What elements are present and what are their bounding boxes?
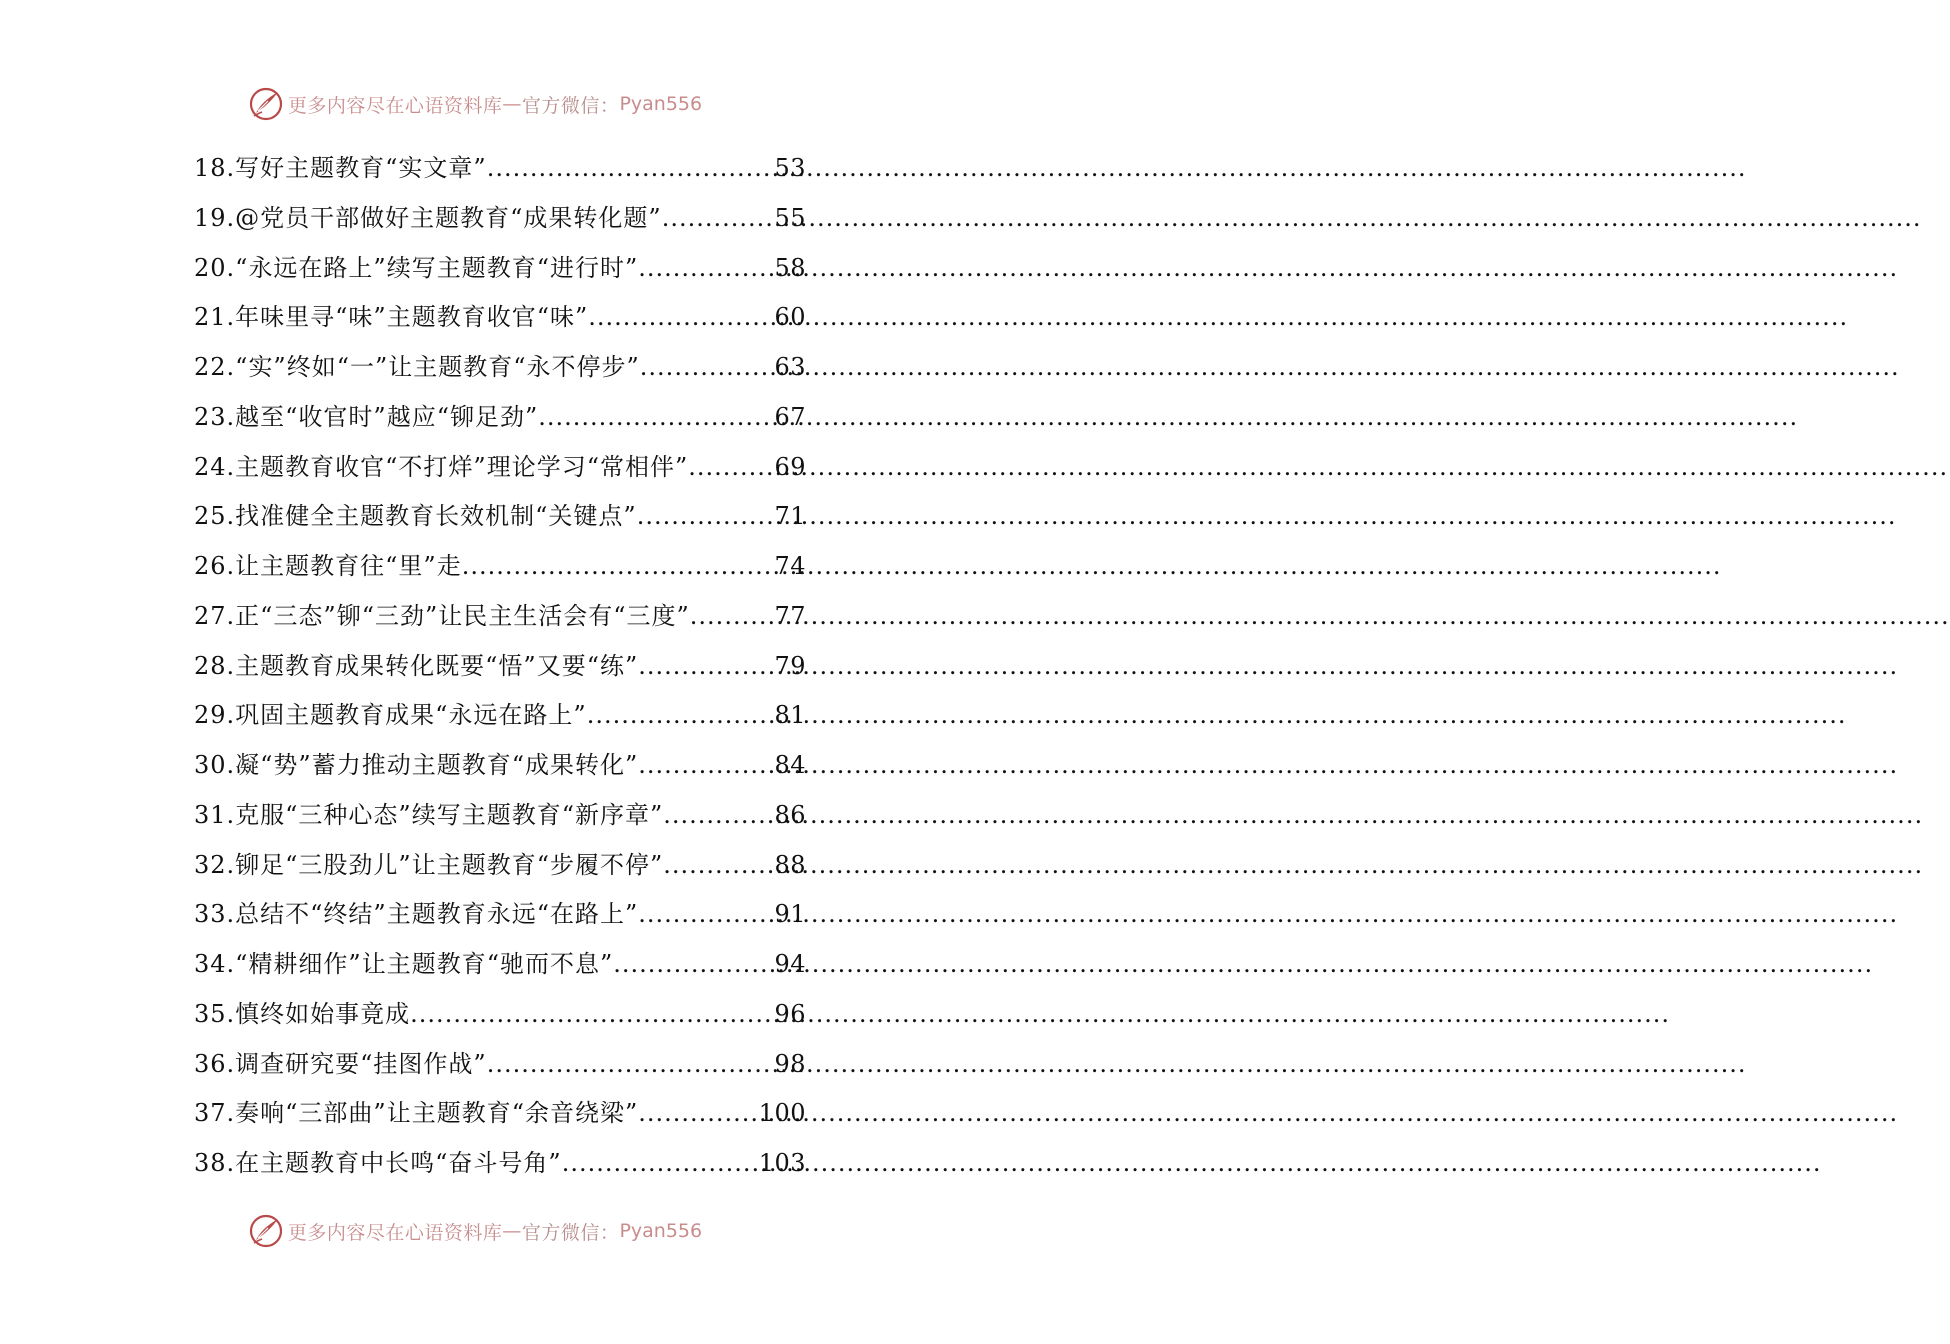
toc-entry-leader: [638, 244, 774, 294]
toc-entry[interactable]: [194, 1040, 806, 1090]
toc-entry[interactable]: [194, 293, 806, 343]
toc-entry[interactable]: [194, 990, 806, 1040]
toc-entry-page: 71: [774, 502, 806, 531]
toc-entry-page: 88: [774, 850, 806, 879]
banner-separator: —: [502, 1220, 522, 1242]
banner-separator: —: [502, 93, 522, 115]
toc-entry-leader: [662, 194, 775, 244]
toc-entry-page: 103: [758, 1149, 806, 1177]
toc-entry-title: 20.“永远在路上”续写主题教育“进行时”: [194, 253, 639, 282]
toc-entry-leader: [688, 443, 774, 493]
quill-logo-icon: [248, 86, 284, 122]
toc-entry-title: 38.在主题教育中长鸣“奋斗号角”: [194, 1149, 562, 1177]
toc-entry-page: 77: [774, 601, 806, 630]
quill-logo-icon: [248, 1213, 284, 1249]
toc-entry-page: 69: [774, 452, 806, 481]
toc-entry-title: 19.@党员干部做好主题教育“成果转化题”: [194, 203, 662, 232]
toc-entry-title: 35.慎终如始事竟成: [194, 999, 411, 1028]
toc-entry-title: 29.巩固主题教育成果“永远在路上”: [194, 701, 587, 730]
toc-entry[interactable]: [194, 542, 806, 592]
toc-entry-leader: [637, 492, 775, 542]
toc-entry-leader: [410, 990, 774, 1040]
toc-entry-leader: [638, 1089, 758, 1139]
toc-entry-page: 86: [774, 800, 806, 829]
toc-entry-title: 24.主题教育收官“不打烊”理论学习“常相伴”: [194, 452, 689, 481]
toc-entry-leader: [638, 741, 774, 791]
toc-entry[interactable]: [194, 393, 806, 443]
banner-text: 更多内容尽在心语资料库: [287, 94, 503, 117]
toc-entry[interactable]: [194, 343, 806, 393]
toc-entry-title: 18.写好主题教育“实文章”: [194, 154, 487, 182]
banner-wechat-id: Pyan556: [619, 93, 703, 115]
toc-entry-title: 33.总结不“终结”主题教育永远“在路上”: [194, 900, 639, 929]
toc-entry-page: 60: [774, 303, 806, 332]
toc-entry-page: 84: [774, 751, 806, 779]
toc-entry-leader: [663, 791, 774, 841]
toc-entry[interactable]: [194, 1139, 806, 1189]
banner-text: 更多内容尽在心语资料库: [287, 1221, 503, 1244]
toc-entry-title: 25.找准健全主题教育长效机制“关键点”: [194, 502, 637, 531]
toc-entry-leader: [538, 393, 774, 443]
toc-entry-leader: [663, 841, 774, 891]
toc-entry[interactable]: [194, 841, 806, 891]
toc-entry[interactable]: [194, 194, 806, 244]
toc-entry[interactable]: [194, 691, 806, 741]
toc-entry-page: 81: [774, 701, 806, 730]
toc-entry[interactable]: [194, 492, 806, 542]
banner-wechat-label: 官方微信：: [521, 94, 620, 117]
toc-entry[interactable]: [194, 1089, 806, 1139]
toc-entry-title: 32.铆足“三股劲儿”让主题教育“步履不停”: [194, 850, 664, 879]
toc-entry-page: 63: [774, 353, 806, 381]
toc-entry-leader: [487, 1040, 775, 1090]
toc-entry[interactable]: [194, 642, 806, 692]
toc-entry-page: 67: [774, 402, 806, 431]
toc-entry-leader: [587, 691, 775, 741]
toc-entry-page: 55: [774, 203, 806, 232]
toc-entry[interactable]: [194, 890, 806, 940]
toc-entry-leader: [562, 1139, 759, 1189]
toc-entry-page: 98: [774, 1049, 806, 1078]
toc-entry-leader: [462, 542, 775, 592]
toc-entry[interactable]: [194, 144, 806, 194]
toc-entry-title: 37.奏响“三部曲”让主题教育“余音绕梁”: [194, 1099, 639, 1128]
toc-entry-title: 23.越至“收官时”越应“铆足劲”: [194, 402, 539, 431]
toc-entry[interactable]: [194, 244, 806, 294]
banner-wechat-label: 官方微信：: [521, 1221, 620, 1244]
header-banner: [0, 84, 950, 124]
toc-entry-page: 100: [758, 1099, 806, 1128]
toc-entry-title: 36.调查研究要“挂图作战”: [194, 1049, 487, 1078]
toc-entry-page: 94: [774, 950, 806, 978]
toc-entry-leader: [487, 144, 775, 194]
toc-entry-page: 53: [774, 154, 806, 182]
toc-entry-title: 27.正“三态”铆“三劲”让民主生活会有“三度”: [194, 601, 690, 630]
toc-entry-title: 21.年味里寻“味”主题教育收官“味”: [194, 303, 589, 332]
toc-entry-leader: [640, 343, 775, 393]
footer-banner: [0, 1211, 950, 1251]
toc-entry-page: 79: [774, 651, 806, 680]
toc-entry-title: 26.让主题教育往“里”走: [194, 552, 462, 580]
toc-entry-leader: [638, 642, 774, 692]
toc-entry-leader: [588, 293, 774, 343]
toc-entry-title: 31.克服“三种心态”续写主题教育“新序章”: [194, 800, 664, 829]
toc-entry[interactable]: [194, 741, 806, 791]
toc-entry-title: 28.主题教育成果转化既要“悟”又要“练”: [194, 651, 639, 680]
toc-entry-leader: [638, 890, 774, 940]
toc-entry-page: 96: [774, 999, 806, 1028]
toc-entry[interactable]: [194, 592, 806, 642]
toc-entry-page: 91: [774, 900, 806, 929]
toc-entry-leader: [613, 940, 774, 990]
banner-wechat-id: Pyan556: [619, 1220, 703, 1242]
toc-entry[interactable]: [194, 940, 806, 990]
toc-entry-title: 22.“实”终如“一”让主题教育“永不停步”: [194, 353, 640, 381]
toc-entry-page: 74: [774, 552, 806, 580]
toc-entry-title: 34.“精耕细作”让主题教育“驰而不息”: [194, 950, 614, 978]
toc-entry[interactable]: [194, 791, 806, 841]
toc-entry[interactable]: [194, 443, 806, 493]
toc-entry-page: 58: [774, 253, 806, 282]
toc-entry-leader: [690, 592, 775, 642]
table-of-contents: [194, 144, 806, 1189]
toc-entry-title: 30.凝“势”蓄力推动主题教育“成果转化”: [194, 751, 639, 779]
